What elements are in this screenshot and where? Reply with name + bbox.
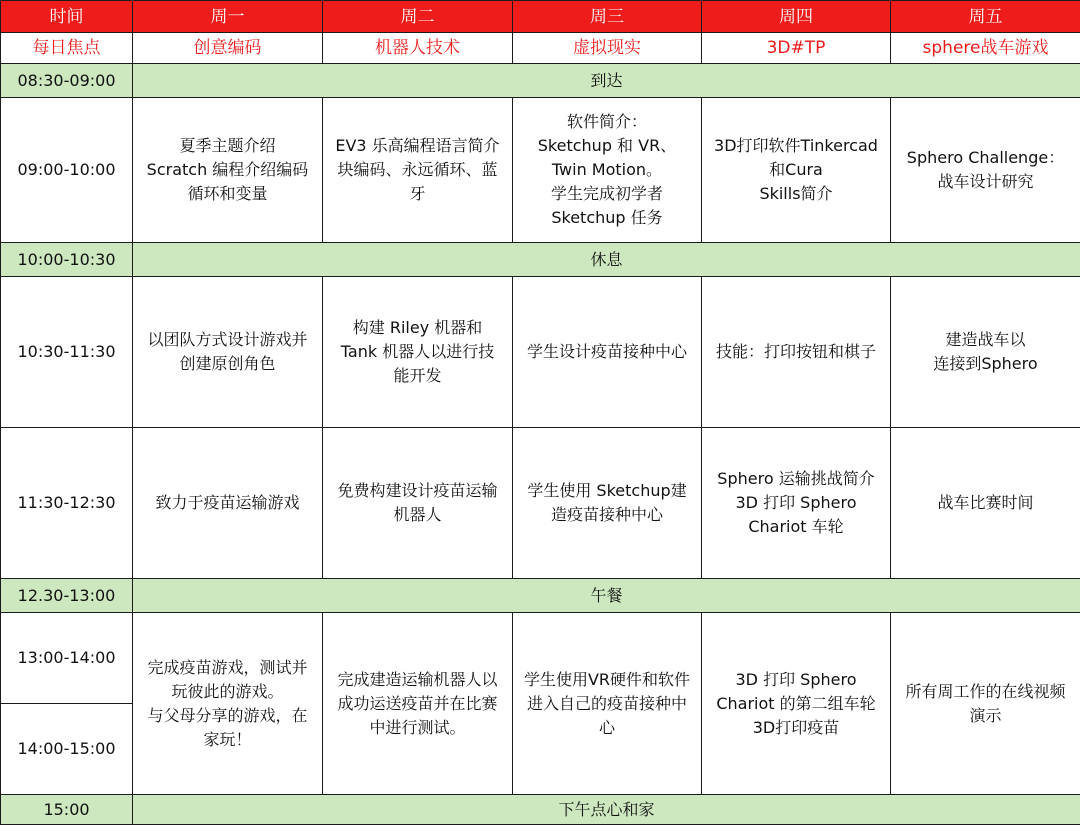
arrive-time: 08:30-09:00: [1, 64, 133, 98]
session-row-1: [1, 98, 1080, 243]
session-3-time: 11:30-12:30: [1, 428, 133, 579]
session-1-fri: Sphero Challenge： 战车设计研究: [891, 98, 1080, 243]
session-3-wed: 学生使用 Sketchup建 造疫苗接种中心: [513, 428, 702, 579]
focus-label: 每日焦点: [1, 33, 133, 64]
end-time: 15:00: [1, 795, 133, 825]
session-4-tue: 完成建造运输机器人以 成功运送疫苗并在比赛 中进行测试。: [323, 613, 513, 795]
session-4-time-b: 14:00-15:00: [1, 704, 133, 795]
header-time: 时间: [1, 1, 133, 33]
break-row: [1, 243, 1080, 277]
session-3-tue: 免费构建设计疫苗运输 机器人: [323, 428, 513, 579]
header-fri: 周五: [891, 1, 1080, 33]
session-4-time-a: 13:00-14:00: [1, 613, 133, 704]
end-text: 下午点心和家: [133, 795, 1080, 825]
session-1-tue: EV3 乐高编程语言简介 块编码、永远循环、蓝 牙: [323, 98, 513, 243]
session-2-thu: 技能：打印按钮和棋子: [702, 277, 891, 428]
header-wed: 周三: [513, 1, 702, 33]
session-4-mon: 完成疫苗游戏，测试并 玩彼此的游戏。 与父母分享的游戏，在 家玩！: [133, 613, 323, 795]
session-2-wed: 学生设计疫苗接种中心: [513, 277, 702, 428]
focus-fri: sphere战车游戏: [891, 33, 1080, 64]
session-3-fri: 战车比赛时间: [891, 428, 1080, 579]
session-2-tue: 构建 Riley 机器和 Tank 机器人以进行技 能开发: [323, 277, 513, 428]
header-mon: 周一: [133, 1, 323, 33]
header-row: [1, 1, 1080, 33]
session-4-wed: 学生使用VR硬件和软件 进入自己的疫苗接种中 心: [513, 613, 702, 795]
lunch-time: 12.30-13:00: [1, 579, 133, 613]
focus-row: [1, 33, 1080, 64]
header-tue: 周二: [323, 1, 513, 33]
session-1-wed: 软件简介： Sketchup 和 VR、 Twin Motion。 学生完成初学者 Sketchup 任务: [513, 98, 702, 243]
session-row-2: [1, 277, 1080, 428]
end-row: [1, 795, 1080, 825]
session-1-time: 09:00-10:00: [1, 98, 133, 243]
focus-thu: 3D#TP: [702, 33, 891, 64]
session-row-3: [1, 428, 1080, 579]
lunch-row: [1, 579, 1080, 613]
session-4-thu: 3D 打印 Sphero Chariot 的第二组车轮 3D打印疫苗: [702, 613, 891, 795]
lunch-text: 午餐: [133, 579, 1080, 613]
focus-wed: 虚拟现实: [513, 33, 702, 64]
session-2-mon: 以团队方式设计游戏并 创建原创角色: [133, 277, 323, 428]
session-2-fri: 建造战车以 连接到Sphero: [891, 277, 1080, 428]
header-thu: 周四: [702, 1, 891, 33]
session-1-mon: 夏季主题介绍 Scratch 编程介绍编码 循环和变量: [133, 98, 323, 243]
session-3-thu: Sphero 运输挑战简介 3D 打印 Sphero Chariot 车轮: [702, 428, 891, 579]
session-2-time: 10:30-11:30: [1, 277, 133, 428]
session-1-thu: 3D打印软件Tinkercad 和Cura Skills简介: [702, 98, 891, 243]
arrive-text: 到达: [133, 64, 1080, 98]
session-3-mon: 致力于疫苗运输游戏: [133, 428, 323, 579]
focus-mon: 创意编码: [133, 33, 323, 64]
break-text: 休息: [133, 243, 1080, 277]
break-time: 10:00-10:30: [1, 243, 133, 277]
session-row-4a: [1, 613, 1080, 704]
session-4-fri: 所有周工作的在线视频 演示: [891, 613, 1080, 795]
focus-tue: 机器人技术: [323, 33, 513, 64]
arrive-row: [1, 64, 1080, 98]
